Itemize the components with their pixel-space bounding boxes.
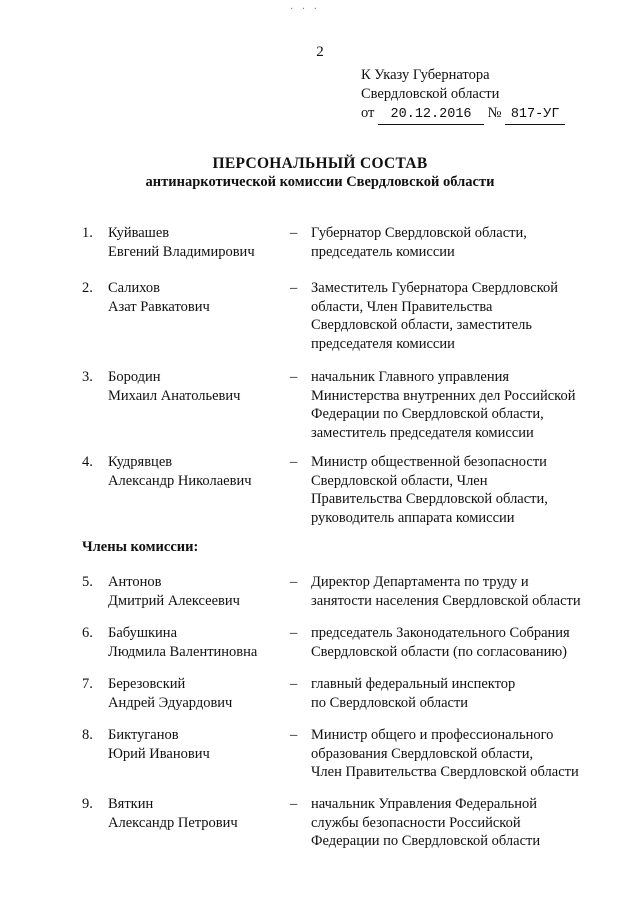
person-given-names: Александр Петрович [108, 814, 238, 831]
role-line: Заместитель Губернатора Свердловской [311, 280, 559, 296]
person-surname: Березовский [108, 676, 186, 692]
person-surname: Антонов [108, 574, 162, 590]
person-surname: Бабушкина [108, 625, 178, 641]
person-surname: Куйвашев [108, 225, 170, 241]
role-line: Член Правительства Свердловской области [311, 764, 579, 780]
person-role [311, 795, 601, 851]
role-line: председатель комиссии [311, 243, 455, 260]
person-name [108, 726, 283, 763]
title-main: ПЕРСОНАЛЬНЫЙ СОСТАВ [212, 155, 428, 172]
decree-reference-line1: К Указу Губернатора [361, 67, 490, 83]
person-name [108, 573, 283, 610]
entry-number: 7. [82, 676, 93, 692]
person-surname: Биктуганов [108, 727, 179, 743]
person-role [311, 279, 601, 353]
person-name [108, 453, 283, 490]
scan-artifact: · · · [290, 4, 320, 15]
role-line: области, Член Правительства [311, 298, 493, 315]
role-line: председатель Законодательного Собрания [311, 625, 570, 641]
person-surname: Вяткин [108, 796, 154, 812]
person-role [311, 726, 601, 782]
document-title [0, 154, 640, 192]
person-role [311, 675, 601, 712]
role-line: Правительства Свердловской области, [311, 491, 548, 507]
separator-dash: – [290, 369, 298, 385]
person-name [108, 279, 283, 316]
person-name [108, 795, 283, 832]
decree-date-number-line [361, 104, 565, 125]
person-role [311, 368, 601, 442]
role-line: начальник Главного управления [311, 369, 510, 385]
separator-dash: – [290, 280, 298, 296]
entry-number: 5. [82, 574, 93, 590]
role-line: Свердловской области, Член [311, 472, 488, 489]
entry-number: 1. [82, 225, 93, 241]
decree-reference-line2: Свердловской области [361, 86, 500, 102]
person-given-names: Александр Николаевич [108, 472, 252, 489]
decree-date: 20.12.2016 [378, 105, 484, 125]
role-line: занятости населения Свердловской области [311, 592, 581, 609]
person-name [108, 624, 283, 661]
person-name [108, 675, 283, 712]
entry-number: 8. [82, 727, 93, 743]
person-name [108, 224, 283, 261]
role-line: заместитель председателя комиссии [311, 424, 534, 441]
number-sign: № [487, 105, 502, 121]
role-line: по Свердловской области [311, 694, 469, 711]
decree-number: 817-УГ [505, 105, 565, 125]
role-line: Министерства внутренних дел Российской [311, 387, 576, 404]
person-given-names: Михаил Анатольевич [108, 387, 241, 404]
separator-dash: – [290, 625, 298, 641]
entry-number: 6. [82, 625, 93, 641]
entry-number: 9. [82, 796, 93, 812]
page-number: 2 [316, 44, 324, 60]
person-given-names: Андрей Эдуардович [108, 694, 233, 711]
person-role [311, 224, 601, 261]
separator-dash: – [290, 727, 298, 743]
role-line: Губернатор Свердловской области, [311, 225, 527, 241]
role-line: начальник Управления Федеральной [311, 796, 538, 812]
role-line: Министр общественной безопасности [311, 454, 547, 470]
role-line: руководитель аппарата комиссии [311, 509, 515, 526]
role-line: службы безопасности Российской [311, 814, 521, 831]
separator-dash: – [290, 225, 298, 241]
separator-dash: – [290, 676, 298, 692]
person-surname: Кудрявцев [108, 454, 173, 470]
role-line: главный федеральный инспектор [311, 676, 516, 692]
entry-number: 3. [82, 369, 93, 385]
entry-number: 4. [82, 454, 93, 470]
separator-dash: – [290, 454, 298, 470]
members-heading: Члены комиссии: [82, 539, 199, 555]
role-line: Федерации по Свердловской области [311, 833, 541, 849]
person-role [311, 624, 601, 661]
person-surname: Бородин [108, 369, 161, 385]
separator-dash: – [290, 574, 298, 590]
separator-dash: – [290, 796, 298, 812]
person-given-names: Людмила Валентиновна [108, 643, 258, 660]
role-line: образования Свердловской области, [311, 745, 534, 762]
person-surname: Салихов [108, 280, 161, 296]
role-line: председателя комиссии [311, 335, 455, 352]
person-given-names: Азат Равкатович [108, 298, 210, 315]
entry-number: 2. [82, 280, 93, 296]
role-line: Федерации по Свердловской области, [311, 406, 544, 422]
role-line: Министр общего и профессионального [311, 727, 554, 743]
person-role [311, 573, 601, 610]
role-line: Свердловской области, заместитель [311, 317, 532, 333]
person-given-names: Евгений Владимирович [108, 243, 255, 260]
role-line: Директор Департамента по труду и [311, 574, 529, 590]
person-name [108, 368, 283, 405]
person-given-names: Юрий Иванович [108, 745, 210, 762]
date-prefix: от [361, 105, 375, 121]
title-sub: антинаркотической комиссии Свердловской области [145, 174, 495, 190]
person-role [311, 453, 601, 527]
role-line: Свердловской области (по согласованию) [311, 643, 568, 660]
person-given-names: Дмитрий Алексеевич [108, 592, 240, 609]
decree-reference [361, 66, 565, 125]
